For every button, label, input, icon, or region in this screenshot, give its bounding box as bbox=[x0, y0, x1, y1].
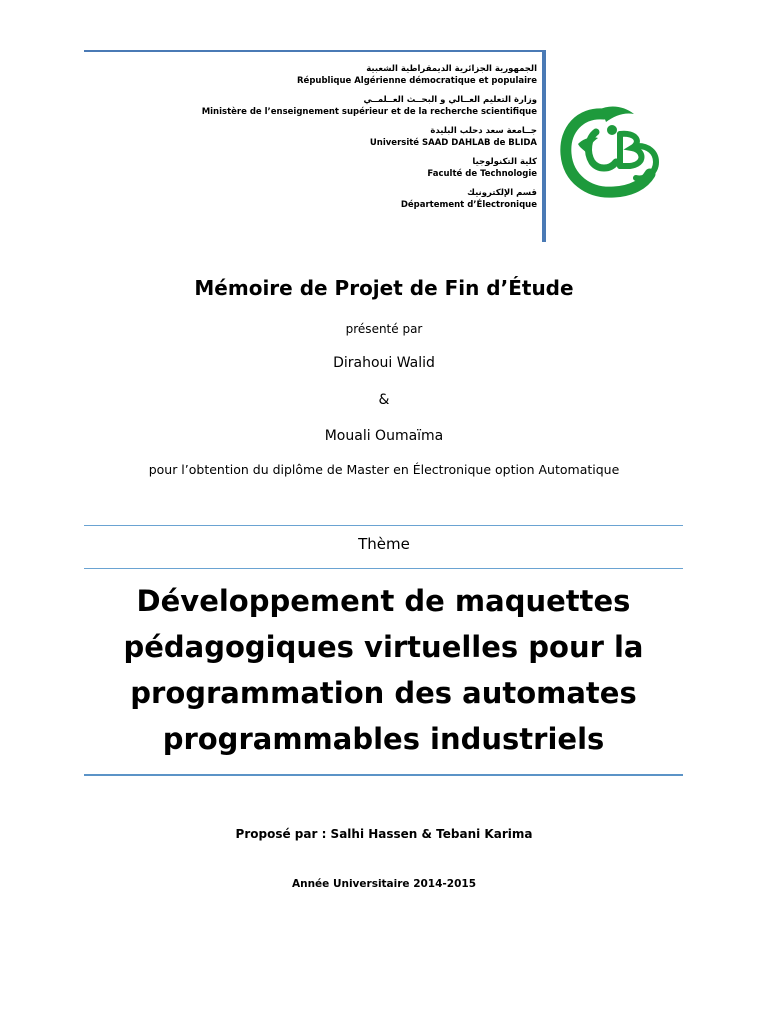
institution-french: Ministère de l’enseignement supérieur et de la recherche scientifique bbox=[201, 107, 537, 117]
theme-top-divider bbox=[84, 525, 683, 526]
ampersand: & bbox=[378, 392, 390, 408]
thesis-title-line: Développement de maquettes bbox=[136, 584, 631, 618]
thesis-title-line: programmation des automates bbox=[130, 676, 637, 710]
institution-arabic: الجمهورية الجزائرية الديمقراطية الشعبية bbox=[366, 64, 537, 74]
institution-ministry bbox=[97, 95, 537, 118]
institution-arabic: قسم الإلكترونيك bbox=[467, 188, 537, 198]
title-bottom-divider bbox=[84, 774, 683, 776]
institution-arabic: كلية التكنولوجيا bbox=[472, 157, 537, 167]
institution-department bbox=[97, 188, 537, 211]
presented-by-label: présenté par bbox=[345, 322, 423, 336]
student-name-2: Mouali Oumaïma bbox=[324, 428, 444, 444]
theme-label: Thème bbox=[358, 535, 410, 553]
institution-arabic: جــامعة سعد دحلب البليدة bbox=[430, 126, 537, 136]
theme-bottom-divider bbox=[84, 568, 683, 569]
institution-french: Université SAAD DAHLAB de BLIDA bbox=[369, 138, 537, 148]
institution-arabic: وزارة التعليم العــالي و البحــث العــلمــي bbox=[363, 95, 537, 105]
memoire-title: Mémoire de Projet de Fin d’Étude bbox=[194, 276, 574, 300]
institution-french: Département d’Électronique bbox=[400, 200, 537, 210]
thesis-title-line: pédagogiques virtuelles pour la bbox=[123, 630, 644, 664]
diploma-statement: pour l’obtention du diplôme de Master en Électronique option Automatique bbox=[148, 462, 620, 477]
institution-faculty bbox=[97, 157, 537, 180]
student-name-1: Dirahoui Walid bbox=[333, 355, 435, 371]
header-top-rule bbox=[84, 50, 544, 52]
university-logo-icon bbox=[558, 104, 670, 200]
institution-list bbox=[97, 64, 537, 219]
proposed-by: Proposé par : Salhi Hassen & Tebani Karima bbox=[235, 827, 533, 841]
institution-header bbox=[84, 50, 546, 242]
thesis-title bbox=[84, 578, 683, 762]
institution-french: République Algérienne démocratique et populaire bbox=[297, 76, 537, 86]
institution-french: Faculté de Technologie bbox=[427, 169, 537, 179]
header-side-rule bbox=[542, 50, 546, 242]
institution-republic bbox=[97, 64, 537, 87]
academic-year: Année Universitaire 2014-2015 bbox=[291, 878, 477, 890]
thesis-title-line: programmables industriels bbox=[162, 722, 605, 756]
institution-university bbox=[97, 126, 537, 149]
